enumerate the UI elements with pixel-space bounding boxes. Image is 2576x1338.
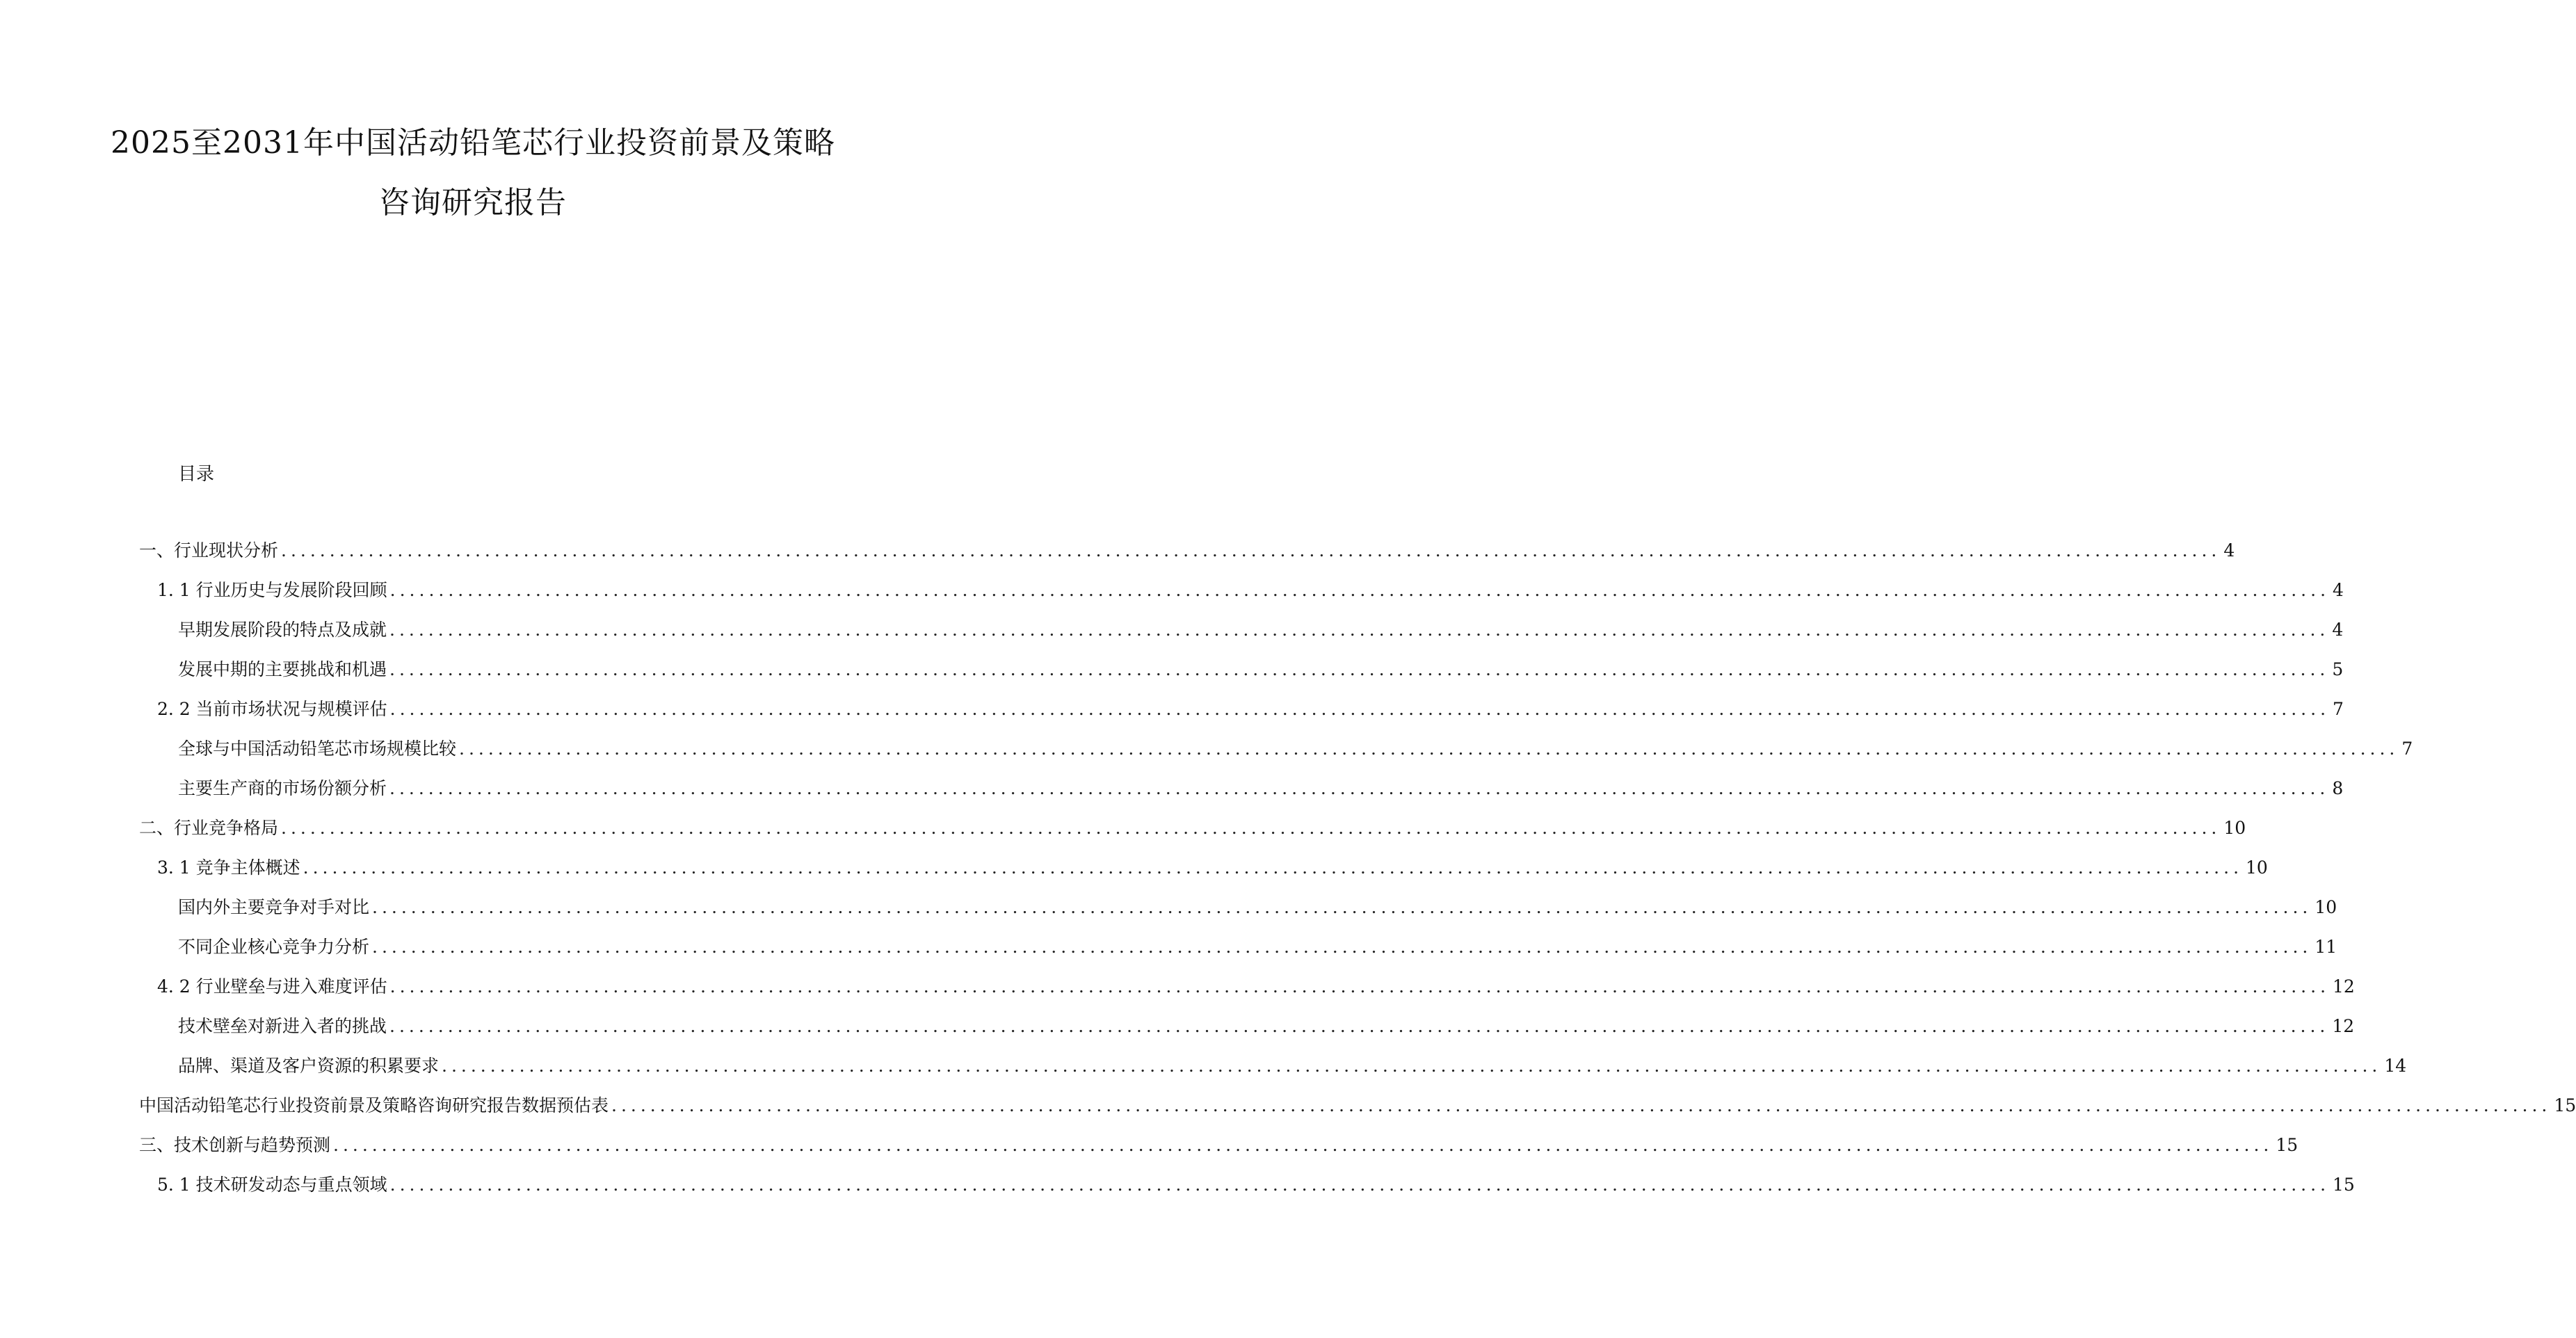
toc-entry-page: 14 <box>2384 1056 2407 1076</box>
toc-leader-dots: ........................................................................................................................................................................................................ <box>389 699 2331 719</box>
toc-entry-page: 15 <box>2333 1175 2355 1195</box>
toc-leader-dots: ........................................................................................................................................................................................................ <box>281 818 2221 838</box>
toc-entry-label: 中国活动铅笔芯行业投资前景及策略咨询研究报告数据预估表 <box>139 1095 609 1115</box>
toc-leader-dots: ........................................................................................................................................................................................................ <box>372 937 2312 957</box>
toc-entry-label: 国内外主要竞争对手对比 <box>178 897 370 917</box>
toc-entry[interactable] <box>178 775 2344 802</box>
toc-entry-label: 5. 1 技术研发动态与重点领域 <box>157 1175 387 1195</box>
toc-entry[interactable] <box>157 1172 2355 1198</box>
toc-entry-label: 3. 1 竞争主体概述 <box>157 857 300 878</box>
toc-leader-dots: ........................................................................................................................................................................................................ <box>389 976 2331 997</box>
report-title-line-1: 2025至2031年中国活动铅笔芯行业投资前景及策略 <box>111 125 835 161</box>
toc-entry-page: 4 <box>2333 580 2344 600</box>
toc-entry-page: 11 <box>2315 937 2337 957</box>
toc-entry[interactable] <box>139 538 2235 564</box>
toc-entry[interactable] <box>178 617 2344 643</box>
toc-leader-dots: ........................................................................................................................................................................................................ <box>333 1135 2273 1155</box>
toc-entry[interactable] <box>178 1053 2407 1079</box>
toc-entry-label: 1. 1 行业历史与发展阶段回顾 <box>157 580 387 600</box>
toc-entry[interactable] <box>178 656 2344 683</box>
toc-leader-dots: ........................................................................................................................................................................................................ <box>389 1175 2331 1195</box>
toc-entry-page: 10 <box>2223 818 2246 838</box>
toc-leader-dots: ........................................................................................................................................................................................................ <box>303 857 2244 878</box>
toc-entry-label: 发展中期的主要挑战和机遇 <box>178 659 387 679</box>
toc-leader-dots: ........................................................................................................................................................................................................ <box>389 580 2331 600</box>
toc-entry-label: 4. 2 行业壁垒与进入难度评估 <box>157 976 387 997</box>
toc-entry-page: 7 <box>2401 739 2413 759</box>
toc-entry-label: 不同企业核心竞争力分析 <box>178 937 370 957</box>
toc-entry-page: 7 <box>2333 699 2344 719</box>
toc-entry-page: 8 <box>2332 778 2344 798</box>
toc-leader-dots: ........................................................................................................................................................................................................ <box>389 778 2330 798</box>
report-title-line-2: 咨询研究报告 <box>379 185 567 220</box>
toc-entry-label: 二、行业竞争格局 <box>139 818 279 838</box>
toc-entry[interactable] <box>157 974 2355 1000</box>
toc-leader-dots: ........................................................................................................................................................................................................ <box>442 1056 2382 1076</box>
toc-entry-page: 15 <box>2276 1135 2299 1155</box>
toc-heading: 目录 <box>178 464 215 485</box>
toc-entry-label: 2. 2 当前市场状况与规模评估 <box>157 699 387 719</box>
toc-leader-dots: ........................................................................................................................................................................................................ <box>372 897 2312 917</box>
toc-entry[interactable] <box>178 1013 2355 1040</box>
toc-entry[interactable] <box>139 1093 2576 1119</box>
toc-entry-page: 12 <box>2333 976 2355 997</box>
toc-entry[interactable] <box>139 815 2246 841</box>
toc-leader-dots: ........................................................................................................................................................................................................ <box>459 739 2399 759</box>
toc-entry-label: 品牌、渠道及客户资源的积累要求 <box>178 1056 440 1076</box>
toc-entry-page: 10 <box>2315 897 2337 917</box>
toc-entry[interactable] <box>178 736 2413 762</box>
toc-entry-label: 技术壁垒对新进入者的挑战 <box>178 1016 387 1036</box>
toc-leader-dots: ........................................................................................................................................................................................................ <box>389 620 2330 640</box>
toc-entry-label: 全球与中国活动铅笔芯市场规模比较 <box>178 739 457 759</box>
toc-entry-page: 10 <box>2246 857 2268 878</box>
toc-entry-page: 12 <box>2332 1016 2355 1036</box>
toc-entry[interactable] <box>178 934 2337 960</box>
toc-entry-page: 4 <box>2223 540 2235 561</box>
toc-entry[interactable] <box>157 855 2268 881</box>
toc-leader-dots: ........................................................................................................................................................................................................ <box>281 540 2221 561</box>
toc-entry-label: 三、技术创新与趋势预测 <box>139 1135 331 1155</box>
toc-entry[interactable] <box>178 894 2337 921</box>
toc-entry-page: 5 <box>2332 659 2344 679</box>
toc-entry-page: 4 <box>2332 620 2344 640</box>
toc-leader-dots: ........................................................................................................................................................................................................ <box>611 1095 2552 1115</box>
toc-leader-dots: ........................................................................................................................................................................................................ <box>389 659 2330 679</box>
toc-entry-label: 主要生产商的市场份额分析 <box>178 778 387 798</box>
toc-entry-label: 一、行业现状分析 <box>139 540 279 561</box>
toc-entry-label: 早期发展阶段的特点及成就 <box>178 620 387 640</box>
toc-entry[interactable] <box>157 696 2344 723</box>
toc-entry-page: 15 <box>2554 1095 2576 1115</box>
toc-entry[interactable] <box>139 1132 2299 1159</box>
toc-leader-dots: ........................................................................................................................................................................................................ <box>389 1016 2330 1036</box>
toc-entry[interactable] <box>157 577 2344 604</box>
